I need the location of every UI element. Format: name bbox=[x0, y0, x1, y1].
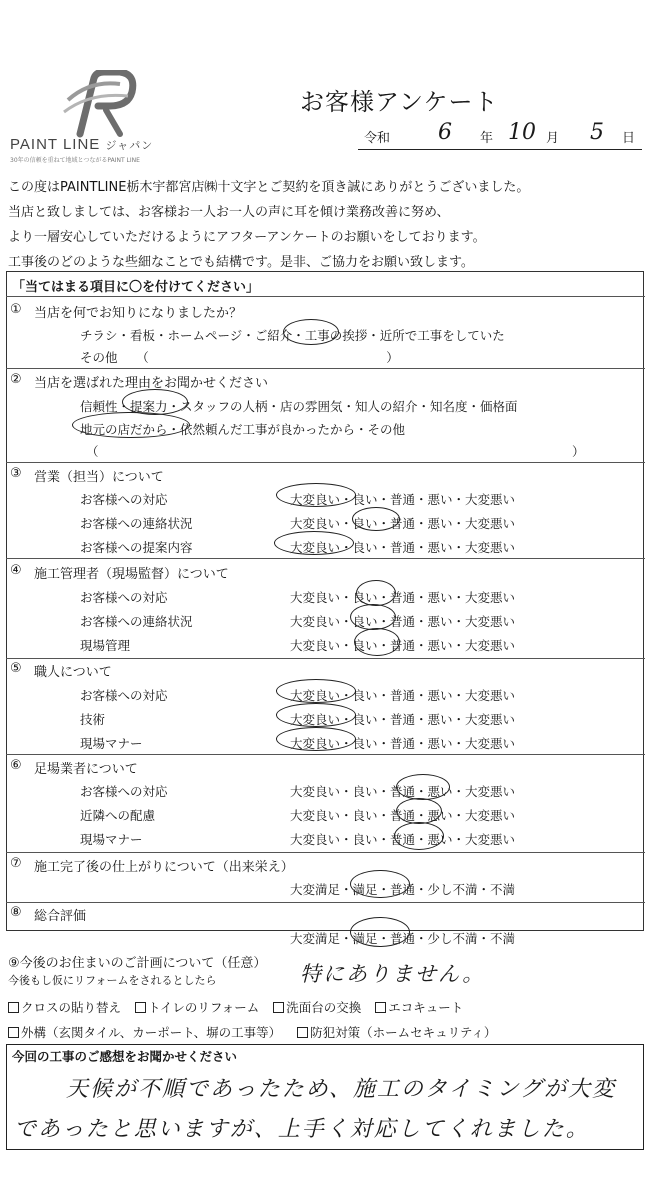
q6-number: ⑥ bbox=[10, 758, 22, 773]
date-year-unit: 年 bbox=[480, 131, 494, 146]
q9-option[interactable]: トイレのリフォーム bbox=[135, 1000, 259, 1015]
q7-number: ⑦ bbox=[10, 856, 22, 871]
q4-item: お客様への連絡状況 bbox=[80, 614, 193, 629]
q9-subtitle: 今後もし仮にリフォームをされるとしたら bbox=[8, 974, 217, 987]
q8-number: ⑧ bbox=[10, 905, 22, 920]
divider bbox=[6, 902, 645, 903]
q5-item: 技術 bbox=[80, 712, 106, 727]
q2-number: ② bbox=[10, 372, 22, 387]
q1-options bbox=[80, 326, 505, 344]
date-day-value: 5 bbox=[590, 120, 604, 145]
q9-options-row1 bbox=[8, 998, 463, 1016]
date-day-unit: 日 bbox=[622, 131, 636, 146]
q9-option[interactable]: クロスの貼り替え bbox=[8, 1000, 121, 1015]
q4-title: 施工管理者（現場監督）について bbox=[34, 567, 229, 582]
q9-option[interactable]: 防犯対策（ホームセキュリティ） bbox=[297, 1025, 496, 1040]
date-line bbox=[358, 120, 642, 150]
intro-line: この度はPAINTLINE栃木宇都宮店㈱十文字とご契約を頂き誠にありがとうございました。 bbox=[8, 180, 530, 195]
impressions-title: 今回の工事のご感想をお聞かせください bbox=[12, 1049, 238, 1064]
q3-scale: 大変良い・良い・普通・悪い・大変悪い bbox=[290, 540, 516, 555]
date-era: 令和 bbox=[364, 131, 391, 146]
q9-option[interactable]: 外構（玄関タイル、カーポート、塀の工事等） bbox=[8, 1025, 281, 1040]
q3-item: お客様への連絡状況 bbox=[80, 516, 193, 531]
checkbox[interactable] bbox=[375, 1002, 386, 1013]
q5-item: 現場マナー bbox=[80, 736, 143, 751]
date-month-value: 10 bbox=[508, 120, 536, 145]
q3-scale: 大変良い・良い・普通・悪い・大変悪い bbox=[290, 492, 516, 507]
q7-title: 施工完了後の仕上がりについて（出来栄え） bbox=[34, 860, 294, 875]
date-month-unit: 月 bbox=[546, 131, 560, 146]
q9-title: ⑨今後のお住まいのご計画について（任意） bbox=[8, 956, 267, 971]
instruction: 「当てはまる項目に〇を付けてください」 bbox=[12, 280, 260, 295]
q7-scale: 大変満足・満足・普通・少し不満・不満 bbox=[290, 882, 516, 897]
divider bbox=[6, 296, 645, 297]
divider bbox=[6, 658, 645, 659]
logo-sub: ジャパン bbox=[105, 140, 154, 152]
logo-brand: PAINT LINE bbox=[10, 136, 101, 153]
q3-number: ③ bbox=[10, 466, 22, 481]
q6-item: 近隣への配慮 bbox=[80, 808, 156, 823]
q1-other: その他 （ ） bbox=[80, 350, 399, 365]
q4-scale: 大変良い・良い・普通・悪い・大変悪い bbox=[290, 638, 516, 653]
logo-tagline: 30年の信頼を重ねて地域とつながるPAINT LINE bbox=[10, 157, 140, 164]
q2-other-open: （ bbox=[86, 444, 99, 459]
divider bbox=[6, 558, 645, 559]
q8-title: 総合評価 bbox=[34, 909, 87, 924]
q3-scale: 大変良い・良い・普通・悪い・大変悪い bbox=[290, 516, 516, 531]
impressions-line1: 天候が不順であったため、施工のタイミングが大変 bbox=[66, 1077, 617, 1102]
intro-line: 当店と致しましては、お客様お一人お一人の声に耳を傾け業務改善に努め、 bbox=[8, 205, 450, 220]
q6-scale: 大変良い・良い・普通・悪い・大変悪い bbox=[290, 784, 516, 799]
divider bbox=[6, 852, 645, 853]
checkbox[interactable] bbox=[8, 1027, 19, 1038]
q6-item: お客様への対応 bbox=[80, 784, 168, 799]
q3-item: お客様への提案内容 bbox=[80, 540, 193, 555]
q2-options-line1: 信頼性・提案力・スタッフの人柄・店の雰囲気・知人の紹介・知名度・価格面 bbox=[80, 399, 518, 414]
page-title: お客様アンケート bbox=[300, 88, 499, 116]
checkbox[interactable] bbox=[273, 1002, 284, 1013]
q9-options-row2 bbox=[8, 1023, 496, 1041]
q5-scale: 大変良い・良い・普通・悪い・大変悪い bbox=[290, 712, 516, 727]
checkbox[interactable] bbox=[297, 1027, 308, 1038]
q3-title: 営業（担当）について bbox=[34, 470, 164, 485]
q9-handwritten-answer: 特にありません。 bbox=[300, 962, 486, 986]
q6-scale: 大変良い・良い・普通・悪い・大変悪い bbox=[290, 808, 516, 823]
divider bbox=[6, 368, 645, 369]
logo-mark-icon bbox=[50, 70, 140, 138]
checkbox[interactable] bbox=[135, 1002, 146, 1013]
intro-line: 工事後のどのような些細なことでも結構です。是非、ご協力をお願い致します。 bbox=[8, 255, 474, 270]
q4-item: 現場管理 bbox=[80, 638, 131, 653]
q1-title: 当店を何でお知りになりましたか？ bbox=[34, 306, 243, 321]
q3-item: お客様への対応 bbox=[80, 492, 168, 507]
q6-scale: 大変良い・良い・普通・悪い・大変悪い bbox=[290, 832, 516, 847]
q4-number: ④ bbox=[10, 563, 22, 578]
q5-number: ⑤ bbox=[10, 661, 22, 676]
q5-scale: 大変良い・良い・普通・悪い・大変悪い bbox=[290, 688, 516, 703]
q1-number: ① bbox=[10, 302, 22, 317]
q5-title: 職人について bbox=[34, 665, 112, 680]
q6-item: 現場マナー bbox=[80, 832, 143, 847]
divider bbox=[6, 462, 645, 463]
q5-scale: 大変良い・良い・普通・悪い・大変悪い bbox=[290, 736, 516, 751]
impressions-line2: であったと思いますが、上手く対応してくれました。 bbox=[14, 1117, 590, 1142]
q4-scale: 大変良い・良い・普通・悪い・大変悪い bbox=[290, 590, 516, 605]
q4-scale: 大変良い・良い・普通・悪い・大変悪い bbox=[290, 614, 516, 629]
intro-line: より一層安心していただけるようにアフターアンケートのお願いをしております。 bbox=[8, 230, 486, 245]
q5-item: お客様への対応 bbox=[80, 688, 168, 703]
divider bbox=[6, 754, 645, 755]
q8-scale: 大変満足・満足・普通・少し不満・不満 bbox=[290, 931, 516, 946]
q4-item: お客様への対応 bbox=[80, 590, 168, 605]
q1-option-referral[interactable]: 紹介 bbox=[267, 328, 293, 343]
q2-title: 当店を選ばれた理由をお聞かせください bbox=[34, 376, 269, 391]
q2-options-line2: 地元の店だから・依然頼んだ工事が良かったから・その他 bbox=[80, 422, 406, 437]
date-year-value: 6 bbox=[438, 120, 452, 145]
q6-title: 足場業者について bbox=[34, 762, 138, 777]
q9-option[interactable]: エコキュート bbox=[375, 1000, 463, 1015]
q9-option[interactable]: 洗面台の交換 bbox=[273, 1000, 361, 1015]
checkbox[interactable] bbox=[8, 1002, 19, 1013]
q1-options-c: ・工事の挨拶・近所で工事をしていた bbox=[292, 328, 505, 343]
q2-other-close: ） bbox=[572, 444, 585, 459]
q1-options-a: チラシ・看板・ホームページ・ご bbox=[80, 328, 268, 343]
company-logo bbox=[10, 70, 180, 165]
